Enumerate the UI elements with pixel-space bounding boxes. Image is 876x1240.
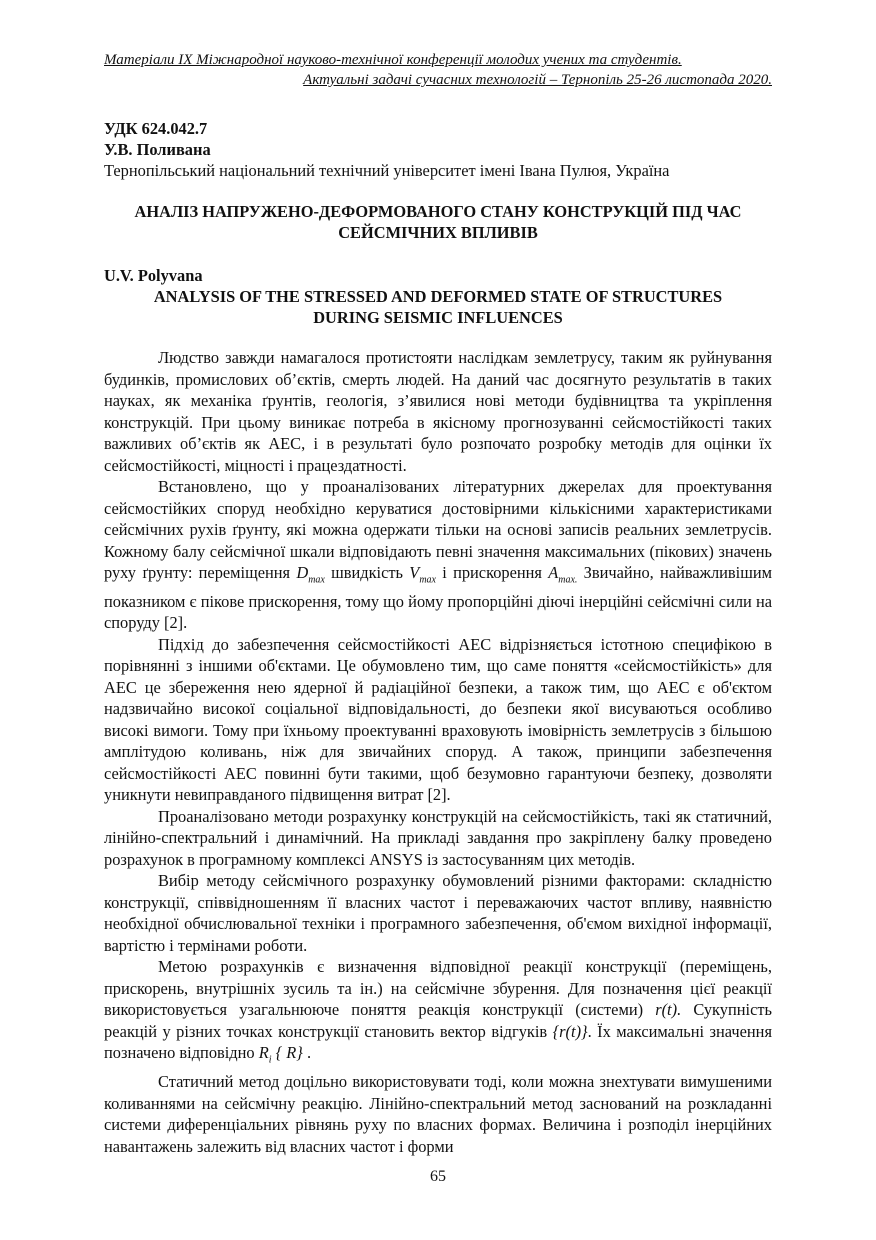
paragraph-1: Людство завжди намагалося протистояти наслідкам землетрусу, таким як руйнування будинків, промислових об’єктів, смерть людей. На даний час досягнуто результатів в таких науках, як механіка ґрунтів, геологія, з’явилися нові методи будівництва та укріплення конструкцій. При цьому виникає потреба в якісному прогнозуванні сейсмостійкості таких важливих об’єктів як АЕС, і в результаті було розпочато розробку методів для оцінки їх сейсмостійкості, міцності і працездатності. [104, 348, 772, 475]
paragraph-7: Статичний метод доцільно використовувати тоді, коли можна знехтувати вимушеними коливаннями на сейсмічну реакцію. Лінійно-спектральний метод заснований на розкладанні системи диференціальних рівнянь руху по власних формах. Величина і розподіл інерційних навантажень залежить від власних частот і форми [104, 1072, 772, 1156]
title-ua-line-1: АНАЛІЗ НАПРУЖЕНО-ДЕФОРМОВАНОГО СТАНУ КОНСТРУКЦІЙ ПІД ЧАС [134, 202, 742, 221]
udk-code: УДК 624.042.7 [104, 119, 208, 138]
paragraph-4: Проаналізовано методи розрахунку конструкцій на сейсмостійкість, такі як статичний, лінійно-спектральний і динамічний. На прикладі завдання про закріплену балку проведено розрахунок в програмному комплексі ANSYS із застосуванням цих методів. [104, 806, 772, 869]
paragraph-3: Підхід до забезпечення сейсмостійкості АЕС відрізняється істотною специфікою в порівнянні з іншими об'єктами. Це обумовлено тим, що саме поняття «сейсмостійкість» для АЕС це збереження нею ядерної й радіаційної безпеки, а також тим, що АЕС є об'єктом надзвичайно високої соціальної відповідальності, до безпеки якої висуваються особливо високі вимоги. Тому при їхньому проектуванні враховують імовірність землетрусів з більшою амплітудою коливань, ніж для звичайних споруд. А також, принципи забезпечення сейсмостійкості АЕС повинні бути такими, щоб безумовно гарантуючи безпеку, дозволяти уникнути невиправданого підвищення витрат [2]. [104, 634, 772, 805]
title-en-line-2: DURING SEISMIC INFLUENCES [313, 308, 563, 327]
author-en: U.V. Polyvana [104, 266, 203, 285]
conference-header-line-1: Матеріали IX Міжнародної науково-технічної конференції молодих учених та студентів. [104, 52, 682, 68]
conference-header-line-2: Актуальні задачі сучасних технологій – Тернопіль 25-26 листопада 2020. [303, 72, 772, 88]
title-en-line-1: ANALYSIS OF THE STRESSED AND DEFORMED STATE OF STRUCTURES [153, 287, 723, 306]
page-number: 65 [430, 1168, 446, 1185]
paragraph-5: Вибір методу сейсмічного розрахунку обумовлений різними факторами: складністю конструкції, співвідношенням її власних частот і переважаючих частот впливу, наявністю необхідної обчислювальної техніки і програмного забезпечення, об'ємом вихідної інформації, вартістю і термінами роботи. [104, 871, 772, 955]
page-body [104, 50, 772, 1157]
title-ua-line-2: СЕЙСМІЧНИХ ВПЛИВІВ [338, 223, 538, 242]
affiliation: Тернопільський національний технічний університет імені Івана Пулюя, Україна [104, 161, 670, 180]
paragraph-2: Встановлено, що у проаналізованих літературних джерелах для проектування сейсмостійких споруд необхідно керуватися достовірними кількісними характеристиками сейсмічних рухів ґрунту, які можна одержати тільки на основі записів реальних землетрусів. Кожному балу сейсмічної шкали відповідають певні значення максимальних (пікових) значень руху ґрунту: переміщення $D_{max}$ швидкість $V_{max}$ і прискорення $A_{max.}$ Звичайно, найважливішим показником є пікове прискорення, тому що йому пропорційні діючі інерційні сейсмічні сили на споруду [2]. [104, 477, 772, 633]
paragraph-6: Метою розрахунків є визначення відповідної реакції конструкції (переміщень, прискорень, внутрішніх зусиль та ін.) на сейсмічне збурення. Для позначення цієї реакції використовується узагальнююче поняття реакція конструкції (системи) r(t). Сукупність реакцій у різних точках конструкції становить вектор відгуків {r(t)}. Їх максимальні значення позначено відповідно $R_i$ { R} . [104, 957, 772, 1066]
author-ua: У.В. Поливана [104, 140, 211, 159]
